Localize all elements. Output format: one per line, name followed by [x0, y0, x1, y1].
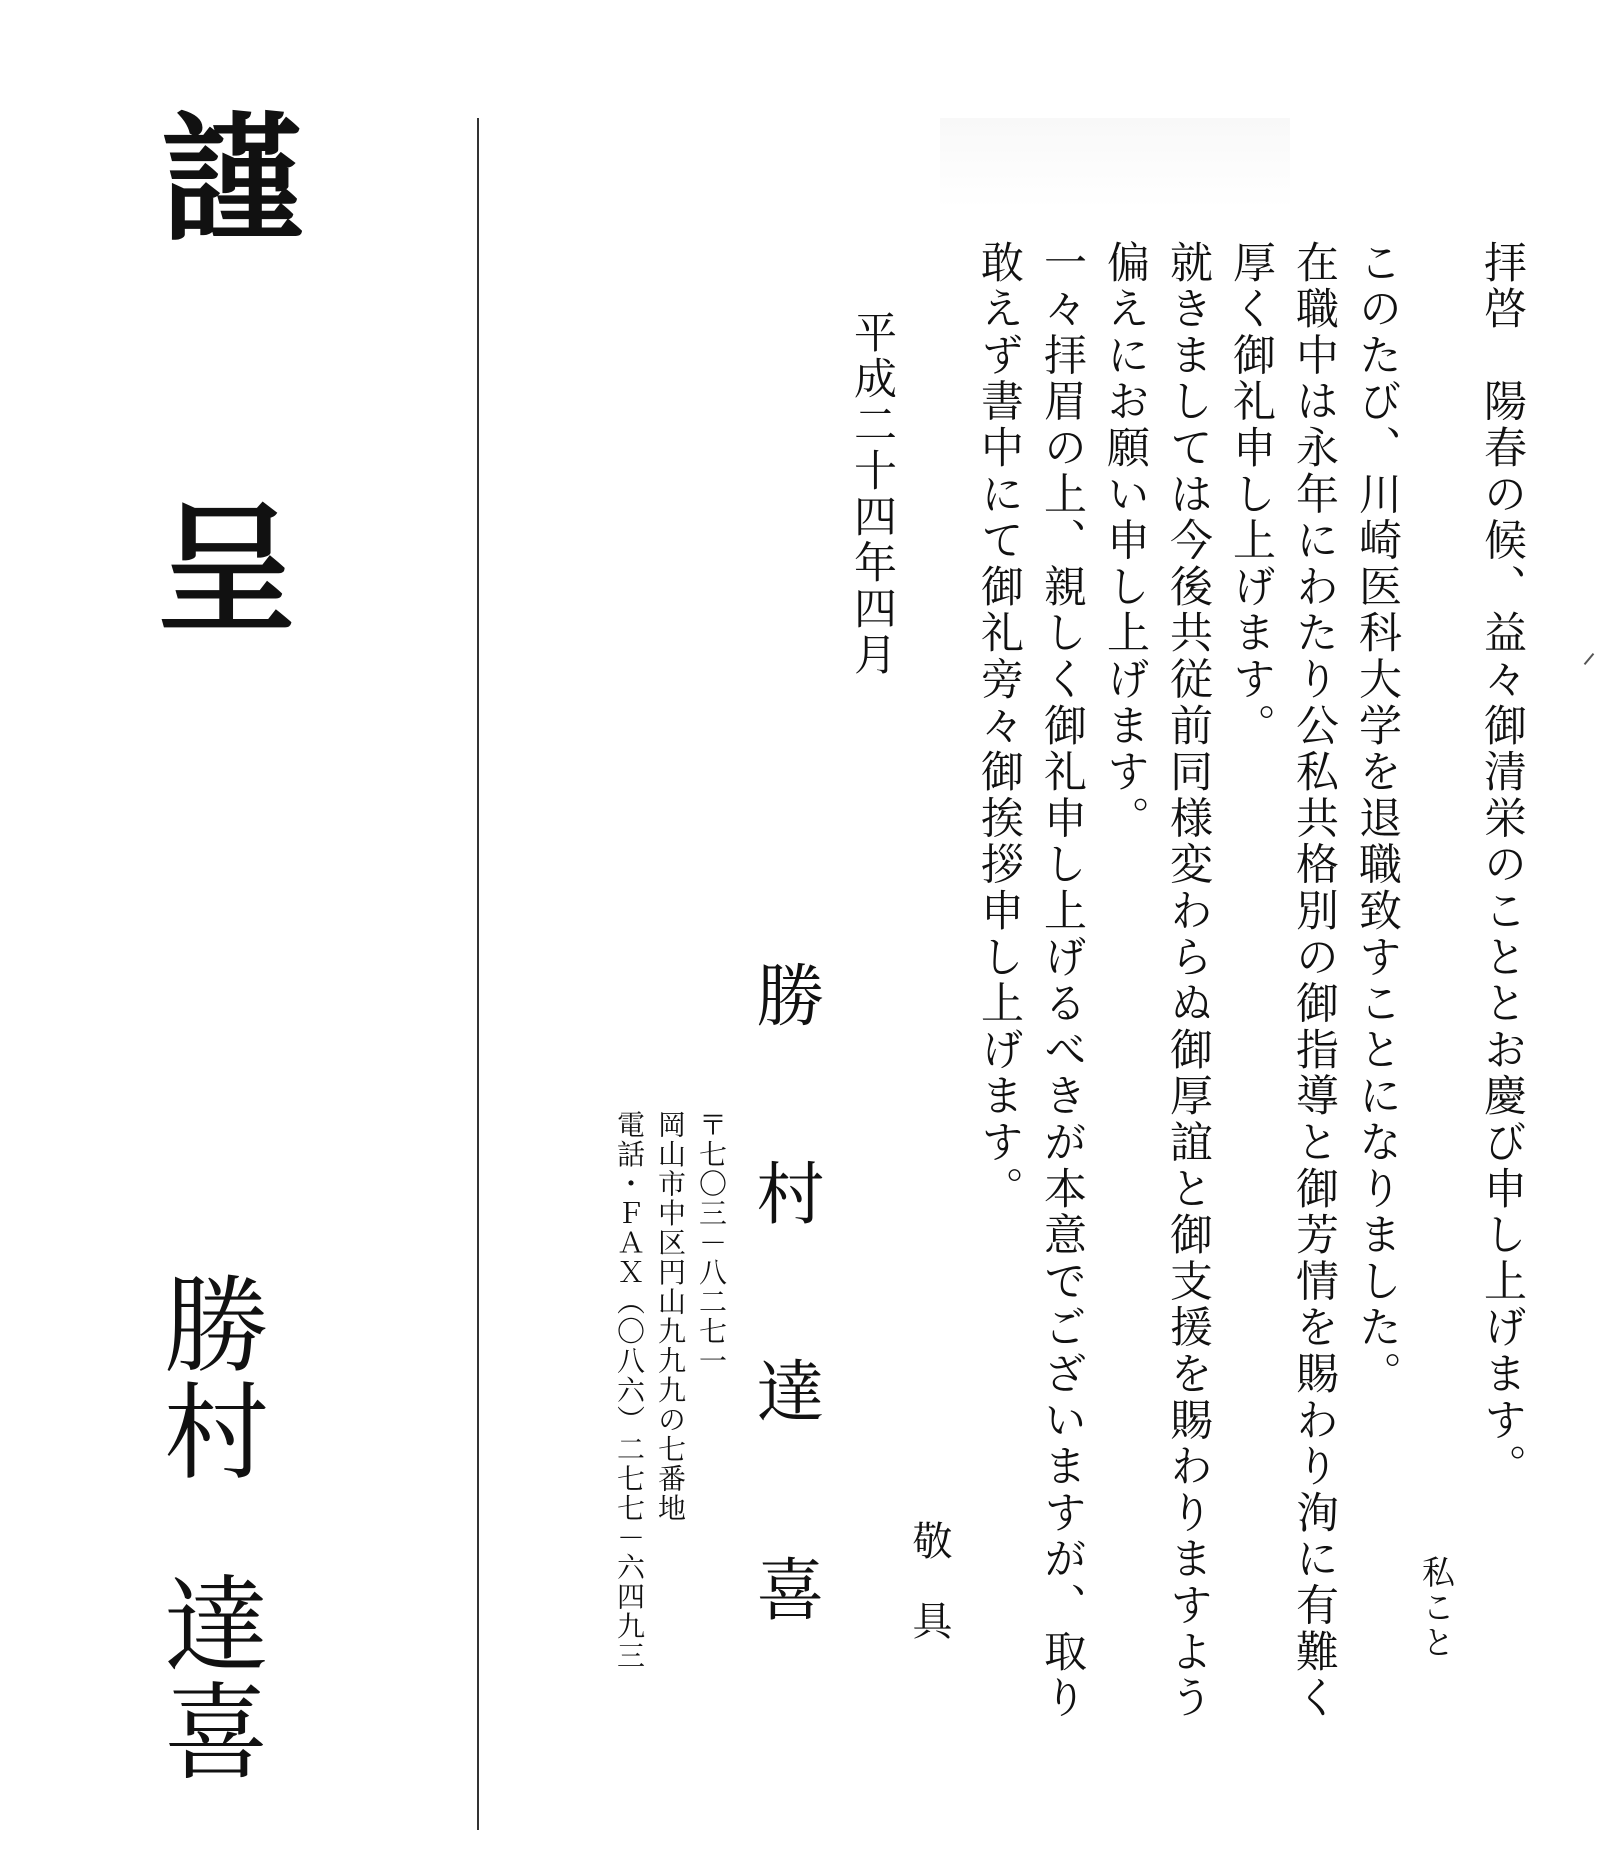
- scan-mark: [1584, 653, 1595, 665]
- letter-line: 偏えにお願い申し上げます。: [1100, 240, 1150, 842]
- sender-postal-code: 〒七〇三－八二七一: [695, 1110, 728, 1376]
- fold-divider: [477, 118, 479, 1830]
- letter-signature: 勝村達喜: [745, 960, 824, 1752]
- sender-phone-fax: 電話・ＦＡＸ（〇八六）二七七－六四九三: [613, 1110, 646, 1671]
- letter-line: 就きましては今後共従前同様変わらぬ御厚誼と御支援を賜わりますよう: [1163, 240, 1213, 1722]
- letter-line: このたび、川崎医科大学を退職致すことになりました。: [1352, 240, 1402, 1398]
- cover-title-kin: 謹: [138, 105, 302, 245]
- letter-line: 敢えず書中にて御礼旁々御挨拶申し上げます。: [974, 240, 1024, 1213]
- sender-address: 岡山市中区円山九九九の七番地: [654, 1110, 687, 1523]
- scan-smudge: [940, 118, 1290, 208]
- cover-sender-given-name: 達喜: [147, 1570, 269, 1784]
- letter-closing: 敬具: [906, 1520, 952, 1680]
- letter-line: 一々拝眉の上、親しく御礼申し上げるべきが本意でございますが、取り: [1037, 240, 1087, 1722]
- cover-title-tei: 呈: [133, 495, 297, 635]
- letter-watashi-koto: 私こと: [1417, 1555, 1456, 1660]
- letter-date: 平成二十四年四月: [847, 310, 897, 678]
- letter-line: 厚く御礼申し上げます。: [1226, 240, 1276, 750]
- cover-sender-surname: 勝村: [147, 1270, 269, 1484]
- letter-line-opening: 拝啓 陽春の候、益々御清栄のこととお慶び申し上げます。: [1477, 240, 1527, 1491]
- letter-line: 在職中は永年にわたり公私共格別の御指導と御芳情を賜わり洵に有難く: [1289, 240, 1339, 1722]
